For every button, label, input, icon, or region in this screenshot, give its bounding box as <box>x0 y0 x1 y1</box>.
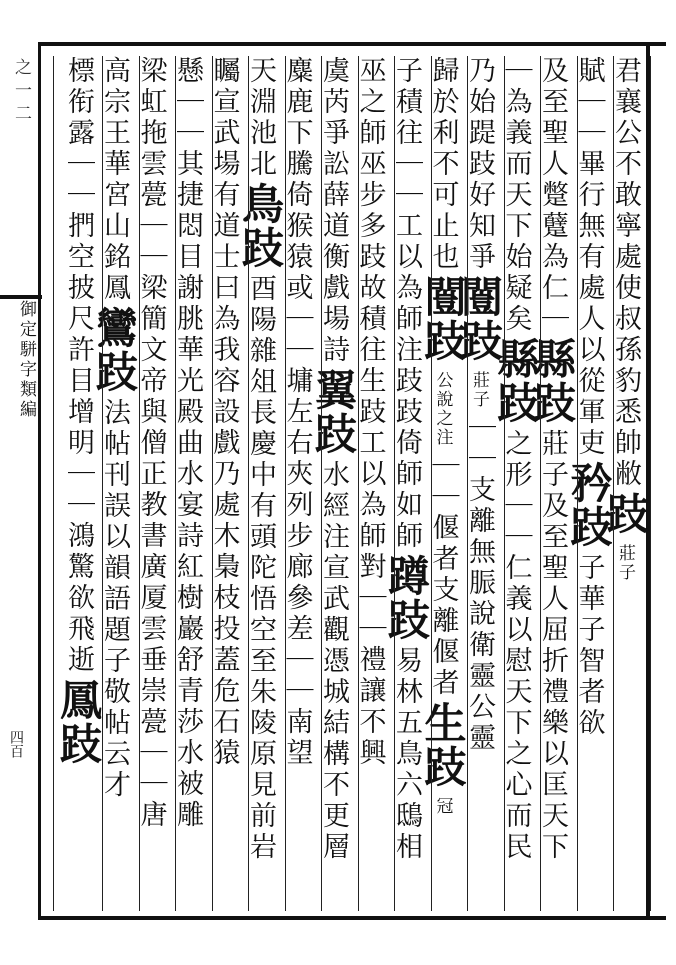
entry-heading: 闓跂 <box>418 275 468 363</box>
margin-top-fragment: 之一二 <box>11 58 31 127</box>
body-text: ｜為義而天下始疑矣 <box>500 56 532 335</box>
body-text: 法帖刊誤以韻語題子敬帖云才 <box>99 398 130 801</box>
body-text: 酉陽雜俎長慶中有頭陀悟空至朱陵原見前岩 <box>245 274 276 863</box>
body-text: 高宗王華宮山銘鳳 <box>99 56 130 304</box>
small-note: 冠 <box>432 797 453 816</box>
entry-heading: 縣跂 <box>528 337 577 425</box>
body-text: 易林五鳥六鴟相 <box>391 646 422 863</box>
frame-left-rule <box>38 42 41 920</box>
body-text: ｜｜支離無脤說衛靈公靈 <box>464 413 495 754</box>
body-text: 之形｜｜仁義以慰天下之心而民 <box>500 429 532 863</box>
entry-heading: 翼跂 <box>309 368 358 456</box>
body-text: ｜｜偃者支離偃者 <box>427 451 459 699</box>
body-text: 乃始踶跂好知爭 <box>464 56 495 273</box>
page-number: 四百 <box>8 730 24 758</box>
body-text: 天淵池北 <box>245 56 276 180</box>
body-text: 歸於利不可止也 <box>427 56 459 273</box>
margin-book-title: 御定駢字類編 <box>16 300 36 420</box>
body-text: 虞芮爭訟薛道衡戲場詩 <box>318 56 349 366</box>
body-text: 懸｜｜其捷悶目謝朓華光殿曲水宴詩紅樹巖舒青莎水被雕 <box>172 56 203 831</box>
text-column <box>53 56 103 911</box>
entry-heading: 生跂 <box>418 701 468 789</box>
body-text: 標衔露｜｜捫空 <box>63 56 94 273</box>
body-text: 子積往｜｜工以為師注跂跂倚師如師 <box>391 56 422 552</box>
entry-heading: 矜跂 <box>564 461 614 549</box>
small-note: 莊子 <box>469 371 489 409</box>
body-text: 墉左右夾列步廊參差｜｜南望 <box>281 366 313 769</box>
body-text: 梁虹拖雲甍｜｜梁簡文帝與僧正教書廣厦雲垂崇甍｜｜唐 <box>135 56 167 831</box>
entry-heading: 跂 <box>601 492 650 536</box>
body-text: 巫之師巫步多跂故積往生跂工以為師 <box>354 56 386 552</box>
entry-heading: 縣跂 <box>491 337 541 425</box>
entry-heading: 鸞跂 <box>90 306 139 394</box>
body-text: 矚宣武場 <box>208 56 240 180</box>
body-text: 君襄公不敢寧處使叔孫豹悉帥敝 <box>610 56 641 490</box>
body-text: 披尺許目增明｜｜鴻驚欲飛逝 <box>63 273 94 676</box>
small-note: 公說之注 <box>432 371 453 447</box>
entry-heading: 鳳跂 <box>54 678 103 766</box>
body-text: 有道士曰為我容設戲乃處木梟枝投蓋危石猿 <box>208 180 240 769</box>
entry-heading: 闓跂 <box>455 275 504 363</box>
frame-top-rule <box>38 42 666 46</box>
entry-heading: 鳥跂 <box>236 182 285 270</box>
margin-rule <box>0 295 42 299</box>
small-note: 莊子 <box>615 544 635 582</box>
frame-bottom-rule <box>38 916 666 920</box>
body-text: 賦｜｜畢行無有處人以從軍吏 <box>573 56 605 459</box>
body-text: 對｜｜禮讓不興 <box>354 552 386 769</box>
entry-heading: 蹲跂 <box>382 554 431 642</box>
body-text: 麋鹿下騰倚猴猿或｜｜ <box>281 56 313 366</box>
body-text: 莊子及至聖人屈折禮樂以匡天下 <box>537 429 568 863</box>
body-text: 子華子智者欲 <box>573 553 605 739</box>
body-text: 水經注宣武觀憑城結構不更層 <box>318 460 349 863</box>
body-text: 及至聖人蹩躠為仁｜ <box>537 56 568 335</box>
